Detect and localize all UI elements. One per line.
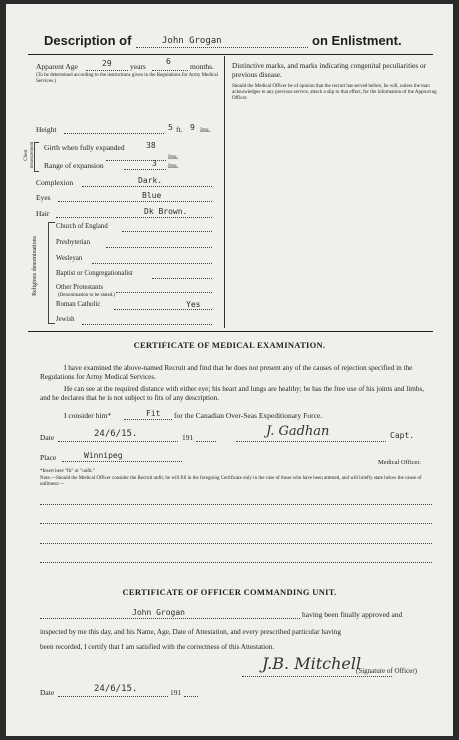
religion-group-label: Religious denominations: [32, 236, 38, 296]
rc-value: Yes: [186, 300, 201, 309]
girth-label: Girth when fully expanded: [44, 143, 125, 152]
apparent-age-label: Apparent Age: [36, 62, 78, 71]
range-ins-label: ins.: [168, 161, 179, 170]
medical-date-label: Date: [40, 433, 55, 442]
religion-item: Presbyterian: [56, 239, 90, 246]
insert-note: *Insert here "fit" or "unfit.": [40, 469, 95, 474]
ins-label: ins.: [200, 125, 211, 134]
medical-title: CERTIFICATE OF MEDICAL EXAMINATION.: [133, 340, 326, 350]
height-in: 9: [190, 123, 195, 132]
hair-label: Hair: [36, 209, 50, 218]
eyes-label: Eyes: [36, 193, 51, 202]
medical-year-label: 191: [182, 433, 194, 442]
officer-line2: inspected by me this day, and his Name, Age, Date of Attestation, and every prescribed particular having: [40, 628, 341, 636]
chest-label: Chest measurement: [24, 141, 35, 169]
medical-footnote: Note.—Should the Medical Officer consider the Recruit unfit, he will fill in the foregoing Certificate only in the case of those who have been attested, and will briefly state below the cause of unfitness:—: [40, 476, 422, 487]
height-label: Height: [36, 125, 57, 134]
officer-recruit-name: John Grogan: [132, 608, 185, 617]
officer-date-label: Date: [40, 688, 55, 697]
recruit-name: John Grogan: [162, 36, 222, 46]
officer-sig-label: (Signature of Officer): [356, 667, 417, 675]
girth-ins-label: ins.: [168, 152, 179, 161]
religion-item: Baptist or Congregationalist: [56, 270, 133, 277]
range-label: Range of expansion: [44, 161, 104, 170]
medical-para-1: I have examined the above-named Recruit and find that he does not present any of the causes of rejection specified in the Regulations for Army Medical Services.: [40, 364, 413, 381]
religion-item: Church of England: [56, 223, 108, 230]
religion-item: Other Protestants: [56, 284, 104, 291]
officer-line3: been recorded, I certify that I am satisfied with the correctness of this Attestation.: [40, 643, 275, 651]
consider-prefix: I consider him*: [64, 411, 112, 420]
officer-label: Medical Officer.: [378, 459, 421, 466]
officer-year-label: 191: [170, 688, 182, 697]
other-note: (Denomination to be stated.): [58, 293, 116, 298]
height-ft: 5: [168, 123, 173, 132]
age-note: (To be determined according to the instructions given in the Regulations for Army Medical Services.): [36, 73, 218, 84]
header-suffix: on Enlistment.: [312, 33, 402, 48]
age-months: 6: [166, 57, 171, 66]
ft-label: ft.: [176, 125, 183, 134]
place-label: Place: [40, 453, 57, 462]
medical-date-value: 24/6/15.: [94, 429, 138, 439]
range-value: 3: [152, 159, 157, 168]
complexion-label: Complexion: [36, 178, 74, 187]
complexion-value: Dark.: [138, 176, 163, 185]
medical-signature: J. Gadhan: [266, 424, 330, 439]
age-years: 29: [102, 59, 112, 68]
months-label: months.: [190, 62, 214, 71]
consider-suffix: for the Canadian Over-Seas Expeditionary Force.: [174, 411, 323, 420]
fit-value: Fit: [146, 409, 161, 418]
form-header: [44, 33, 444, 51]
officer-date-value: 24/6/15.: [94, 684, 138, 694]
religion-item: Roman Catholic: [56, 301, 101, 308]
distinctive-note: Should the Medical Officer be of opinion that the recruit has served before, he will, unless the man acknowledges to any previous service, attach a slip to that effect, for the information of the Approving Officer.: [232, 84, 437, 101]
hair-value: Dk Brown.: [144, 207, 188, 216]
header-prefix: Description of: [44, 33, 132, 48]
distinctive-title: Distinctive marks, and marks indicating congenital peculiarities or previous disease.: [232, 61, 427, 79]
religion-item: Jewish: [56, 316, 75, 323]
years-label: years: [130, 62, 146, 71]
medical-para-2: He can see at the required distance with either eye; his heart and lungs are healthy; he has the free use of his joints and limbs, and he declares that he is not subject to fits of any description.: [40, 385, 425, 402]
eyes-value: Blue: [142, 191, 162, 200]
place-value: Winnipeg: [84, 451, 123, 460]
enlistment-form-page: [6, 4, 453, 736]
officer-title: CERTIFICATE OF OFFICER COMMANDING UNIT.: [122, 587, 337, 597]
officer-line1-suffix: having been finally approved and: [302, 610, 403, 619]
religion-item: Wesleyan: [56, 255, 83, 262]
medical-signature-rank: Capt.: [390, 431, 415, 440]
girth-value: 38: [146, 141, 156, 150]
officer-signature: J.B. Mitchell: [262, 654, 362, 673]
